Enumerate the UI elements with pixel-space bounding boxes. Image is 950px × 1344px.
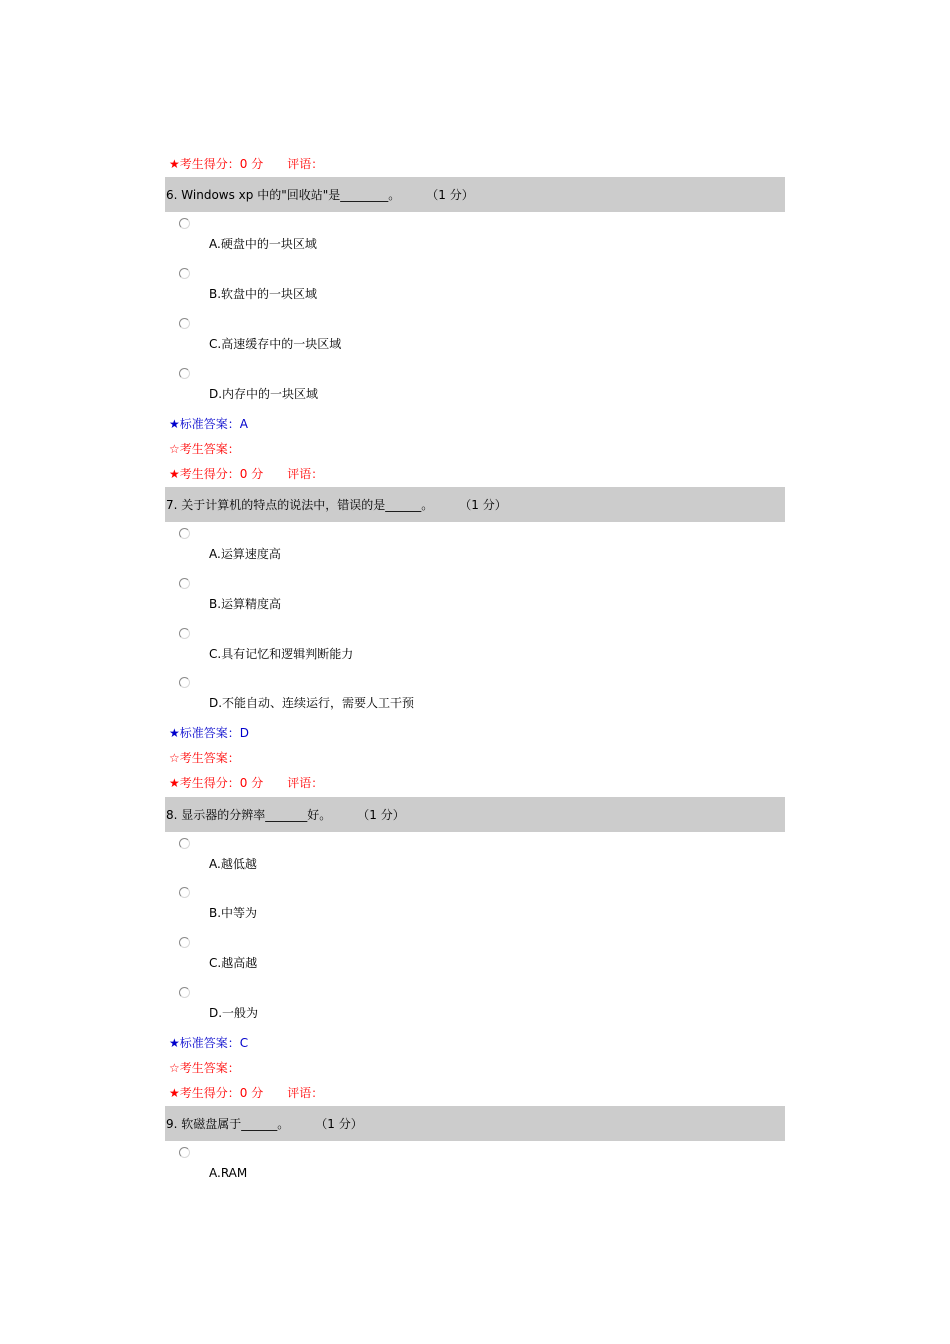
question-header [165, 487, 785, 522]
score-value: 0 分 [239, 157, 264, 171]
option-label: B.软盘中的一块区域 [209, 287, 318, 301]
question-text: Windows xp 中的"回收站"是________。 [181, 188, 401, 202]
option-radio[interactable] [179, 677, 190, 688]
score-line [169, 775, 323, 791]
option-label: C.越高越 [209, 956, 258, 970]
option-radio[interactable] [179, 528, 190, 539]
score-line [169, 466, 323, 482]
option-radio[interactable] [179, 987, 190, 998]
question-points: （1 分） [426, 188, 474, 202]
option-radio[interactable] [179, 887, 190, 898]
student-answer: ☆考生答案： [169, 751, 240, 765]
standard-answer-value: C [239, 1036, 249, 1050]
comment-label: 评语： [287, 157, 324, 171]
question-text: 关于计算机的特点的说法中，错误的是______。 [181, 498, 434, 512]
comment-label: 评语： [287, 776, 324, 790]
question-points: （1 分） [357, 808, 405, 822]
option-radio[interactable] [179, 268, 190, 279]
option-radio[interactable] [179, 318, 190, 329]
option-radio[interactable] [179, 578, 190, 589]
question-header [165, 177, 785, 212]
score-line [169, 156, 323, 172]
question-points: （1 分） [459, 498, 507, 512]
question-header [165, 797, 785, 832]
question-number: 7. [166, 497, 178, 512]
question-number: 9. [166, 1116, 178, 1131]
standard-answer [169, 416, 248, 432]
question-number: 6. [166, 187, 178, 202]
option-label: B.运算精度高 [209, 597, 282, 611]
option-label: C.高速缓存中的一块区域 [209, 337, 342, 351]
score-label: ★考生得分： [169, 776, 240, 790]
option-label: C.具有记忆和逻辑判断能力 [209, 647, 354, 661]
option-radio[interactable] [179, 1147, 190, 1158]
option-radio[interactable] [179, 628, 190, 639]
score-label: ★考生得分： [169, 157, 240, 171]
option-label: D.一般为 [209, 1006, 259, 1020]
option-radio[interactable] [179, 937, 190, 948]
option-label: A.RAM [209, 1166, 248, 1180]
question-text: 软磁盘属于______。 [181, 1117, 290, 1131]
standard-answer-label: ★标准答案： [169, 1036, 240, 1050]
question-number: 8. [166, 807, 178, 822]
standard-answer [169, 1035, 248, 1051]
standard-answer-label: ★标准答案： [169, 417, 240, 431]
student-answer: ☆考生答案： [169, 442, 240, 456]
standard-answer-label: ★标准答案： [169, 726, 240, 740]
option-radio[interactable] [179, 218, 190, 229]
standard-answer [169, 725, 249, 741]
question-header [165, 1106, 785, 1141]
standard-answer-value: A [239, 417, 248, 431]
score-value: 0 分 [239, 467, 264, 481]
comment-label: 评语： [287, 1086, 324, 1100]
standard-answer-value: D [239, 726, 250, 740]
option-label: A.越低越 [209, 857, 257, 871]
question-points: （1 分） [315, 1117, 363, 1131]
option-label: D.不能自动、连续运行，需要人工干预 [209, 696, 415, 710]
option-label: B.中等为 [209, 906, 258, 920]
student-answer: ☆考生答案： [169, 1061, 240, 1075]
option-label: D.内存中的一块区域 [209, 387, 319, 401]
option-radio[interactable] [179, 368, 190, 379]
score-label: ★考生得分： [169, 467, 240, 481]
score-label: ★考生得分： [169, 1086, 240, 1100]
option-radio[interactable] [179, 838, 190, 849]
score-value: 0 分 [239, 776, 264, 790]
question-text: 显示器的分辨率_______好。 [181, 808, 332, 822]
option-label: A.运算速度高 [209, 547, 281, 561]
option-label: A.硬盘中的一块区域 [209, 237, 317, 251]
comment-label: 评语： [287, 467, 324, 481]
score-value: 0 分 [239, 1086, 264, 1100]
score-line [169, 1085, 323, 1101]
